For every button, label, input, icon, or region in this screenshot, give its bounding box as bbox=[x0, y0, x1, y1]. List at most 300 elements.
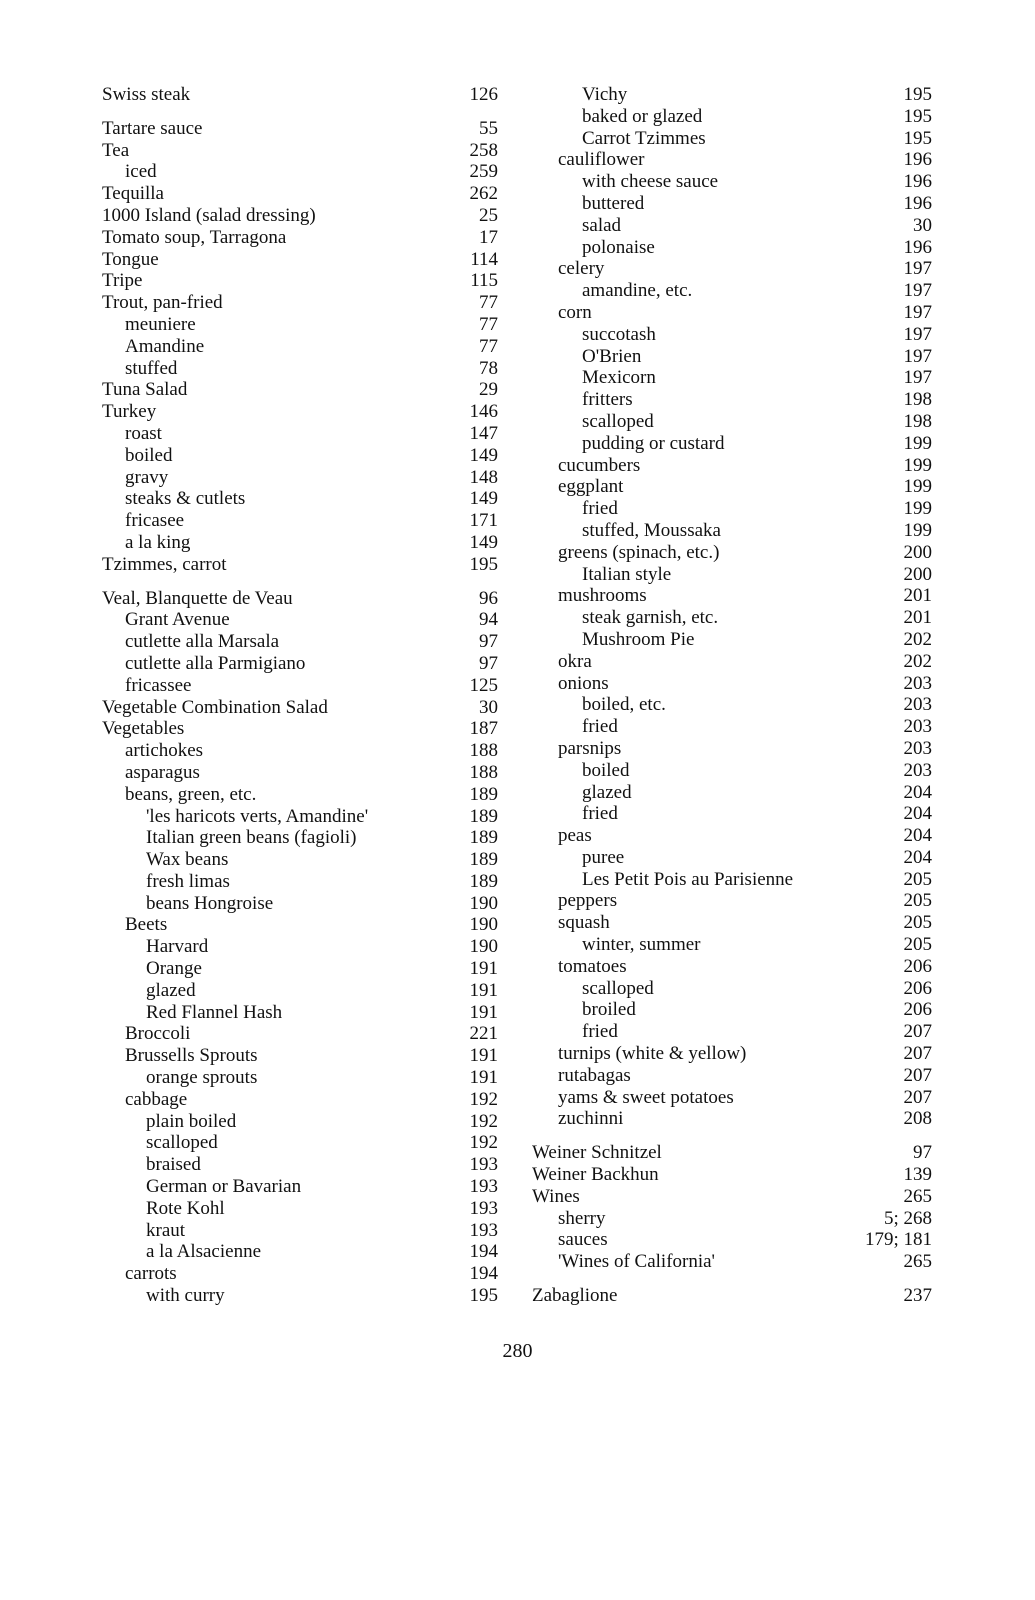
entry-page-ref: 196 bbox=[903, 149, 932, 171]
index-entry bbox=[532, 237, 932, 259]
index-entry bbox=[532, 1108, 932, 1130]
page-number: 280 bbox=[502, 1340, 533, 1362]
entry-page-ref: 97 bbox=[913, 1142, 932, 1164]
entry-page-ref: 191 bbox=[469, 979, 498, 1001]
entry-term: with cheese sauce bbox=[582, 171, 719, 193]
index-entry bbox=[102, 697, 498, 719]
entry-page-ref: 197 bbox=[903, 345, 932, 367]
entry-term: 'Wines of California' bbox=[558, 1251, 715, 1273]
index-entry bbox=[532, 912, 932, 934]
entry-term: steak garnish, etc. bbox=[582, 607, 719, 629]
index-entry bbox=[102, 205, 498, 227]
entry-page-ref: 192 bbox=[469, 1110, 498, 1132]
index-entry bbox=[532, 367, 932, 389]
entry-page-ref: 149 bbox=[469, 444, 498, 466]
entry-term: corn bbox=[558, 301, 592, 323]
entry-page-ref: 149 bbox=[469, 488, 498, 510]
entry-page-ref: 190 bbox=[469, 936, 498, 958]
entry-page-ref: 201 bbox=[903, 585, 932, 607]
entry-page-ref: 207 bbox=[903, 1021, 932, 1043]
index-entry bbox=[102, 806, 498, 828]
entry-page-ref: 199 bbox=[903, 454, 932, 476]
index-entry bbox=[532, 1043, 932, 1065]
entry-term: braised bbox=[146, 1154, 201, 1176]
entry-term: broiled bbox=[582, 999, 636, 1021]
index-entry bbox=[102, 1045, 498, 1067]
entry-page-ref: 25 bbox=[479, 204, 498, 226]
entry-term: rutabagas bbox=[558, 1064, 631, 1086]
entry-term: Trout, pan-fried bbox=[102, 292, 223, 314]
entry-term: scalloped bbox=[582, 977, 654, 999]
entry-term: fricassee bbox=[125, 674, 192, 696]
entry-term: Weiner Schnitzel bbox=[532, 1142, 662, 1164]
entry-term: iced bbox=[125, 161, 157, 183]
entry-term: glazed bbox=[146, 979, 196, 1001]
entry-page-ref: 207 bbox=[903, 1064, 932, 1086]
index-entry bbox=[102, 118, 498, 140]
entry-page-ref: 201 bbox=[903, 607, 932, 629]
entry-term: Weiner Backhun bbox=[532, 1164, 659, 1186]
index-entry bbox=[532, 694, 932, 716]
entry-term: boiled bbox=[582, 759, 630, 781]
index-entry bbox=[532, 1142, 932, 1164]
entry-term: asparagus bbox=[125, 761, 200, 783]
entry-term: Grant Avenue bbox=[125, 609, 230, 631]
entry-term: okra bbox=[558, 650, 592, 672]
entry-term: winter, summer bbox=[582, 934, 701, 956]
entry-page-ref: 196 bbox=[903, 171, 932, 193]
index-entry bbox=[102, 980, 498, 1002]
index-entry bbox=[102, 1023, 498, 1045]
entry-page-ref: 77 bbox=[479, 335, 498, 357]
entry-page-ref: 259 bbox=[469, 161, 498, 183]
index-entry bbox=[532, 956, 932, 978]
entry-term: cabbage bbox=[125, 1088, 188, 1110]
entry-page-ref: 30 bbox=[479, 696, 498, 718]
entry-term: carrots bbox=[125, 1263, 177, 1285]
entry-page-ref: 202 bbox=[903, 650, 932, 672]
index-entry bbox=[102, 1198, 498, 1220]
entry-page-ref: 193 bbox=[469, 1197, 498, 1219]
entry-term: Beets bbox=[125, 914, 168, 936]
index-entry bbox=[102, 292, 498, 314]
entry-term: stuffed, Moussaka bbox=[582, 519, 721, 541]
entry-term: Vichy bbox=[582, 84, 628, 105]
index-entry bbox=[532, 498, 932, 520]
index-entry bbox=[102, 827, 498, 849]
entry-term: sherry bbox=[558, 1207, 606, 1229]
index-entry bbox=[532, 934, 932, 956]
entry-page-ref: 198 bbox=[903, 410, 932, 432]
entry-page-ref: 197 bbox=[903, 258, 932, 280]
index-entry bbox=[102, 914, 498, 936]
entry-page-ref: 204 bbox=[903, 846, 932, 868]
index-entry bbox=[102, 784, 498, 806]
index-entry bbox=[102, 227, 498, 249]
entry-term: German or Bavarian bbox=[146, 1176, 302, 1198]
entry-term: Zabaglione bbox=[532, 1285, 618, 1307]
index-entry bbox=[532, 106, 932, 128]
index-entry bbox=[532, 673, 932, 695]
entry-page-ref: 206 bbox=[903, 977, 932, 999]
entry-term: fritters bbox=[582, 389, 633, 411]
index-entry bbox=[532, 520, 932, 542]
entry-page-ref: 205 bbox=[903, 912, 932, 934]
index-entry bbox=[532, 455, 932, 477]
index-entry bbox=[102, 1132, 498, 1154]
entry-page-ref: 205 bbox=[903, 868, 932, 890]
index-entry bbox=[532, 760, 932, 782]
entry-term: Vegetables bbox=[102, 718, 185, 740]
entry-term: Broccoli bbox=[125, 1023, 191, 1045]
entry-page-ref: 196 bbox=[903, 236, 932, 258]
entry-page-ref: 188 bbox=[469, 761, 498, 783]
index-entry bbox=[102, 84, 498, 106]
index-entry bbox=[102, 270, 498, 292]
index-entry bbox=[532, 1251, 932, 1273]
entry-term: Italian green beans (fagioli) bbox=[146, 827, 357, 849]
entry-page-ref: 258 bbox=[469, 139, 498, 161]
entry-term: Harvard bbox=[146, 936, 209, 958]
entry-page-ref: 96 bbox=[479, 587, 498, 609]
entry-page-ref: 200 bbox=[903, 541, 932, 563]
entry-page-ref: 189 bbox=[469, 849, 498, 871]
index-entry bbox=[102, 532, 498, 554]
entry-page-ref: 192 bbox=[469, 1132, 498, 1154]
entry-term: glazed bbox=[582, 781, 632, 803]
index-entry bbox=[532, 258, 932, 280]
entry-page-ref: 192 bbox=[469, 1088, 498, 1110]
index-entry bbox=[102, 675, 498, 697]
entry-term: artichokes bbox=[125, 740, 204, 762]
entry-page-ref: 148 bbox=[469, 466, 498, 488]
entry-page-ref: 195 bbox=[903, 127, 932, 149]
index-entry bbox=[532, 84, 932, 106]
entry-page-ref: 189 bbox=[469, 783, 498, 805]
entry-page-ref: 202 bbox=[903, 628, 932, 650]
entry-term: Rote Kohl bbox=[146, 1197, 225, 1219]
entry-page-ref: 171 bbox=[469, 510, 498, 532]
entry-term: a la king bbox=[125, 531, 191, 553]
index-entry bbox=[102, 1111, 498, 1133]
index-entry bbox=[102, 1002, 498, 1024]
entry-term: meuniere bbox=[125, 313, 196, 335]
entry-page-ref: 205 bbox=[903, 934, 932, 956]
index-column-right bbox=[532, 84, 932, 1307]
index-entry bbox=[102, 249, 498, 271]
index-entry bbox=[102, 467, 498, 489]
entry-term: Tripe bbox=[102, 270, 143, 292]
index-entry bbox=[532, 869, 932, 891]
index-entry bbox=[532, 847, 932, 869]
entry-page-ref: 197 bbox=[903, 323, 932, 345]
entry-term: fried bbox=[582, 498, 618, 520]
entry-spacer bbox=[102, 576, 498, 588]
entry-term: beans Hongroise bbox=[146, 892, 274, 914]
entry-term: Orange bbox=[146, 958, 202, 980]
entry-page-ref: 193 bbox=[469, 1176, 498, 1198]
entry-page-ref: 97 bbox=[479, 652, 498, 674]
index-entry bbox=[532, 564, 932, 586]
entry-page-ref: 204 bbox=[903, 825, 932, 847]
entry-page-ref: 265 bbox=[903, 1185, 932, 1207]
entry-page-ref: 193 bbox=[469, 1154, 498, 1176]
entry-term: O'Brien bbox=[582, 345, 642, 367]
index-entry bbox=[102, 609, 498, 631]
index-entry bbox=[102, 1263, 498, 1285]
entry-page-ref: 30 bbox=[913, 214, 932, 236]
index-entry bbox=[102, 718, 498, 740]
entry-term: Tequilla bbox=[102, 183, 164, 205]
entry-page-ref: 205 bbox=[903, 890, 932, 912]
entry-page-ref: 193 bbox=[469, 1219, 498, 1241]
entry-term: Turkey bbox=[102, 401, 157, 423]
entry-term: yams & sweet potatoes bbox=[558, 1086, 734, 1108]
index-entry bbox=[532, 302, 932, 324]
entry-term: Tomato soup, Tarragona bbox=[102, 226, 287, 248]
index-entry bbox=[102, 871, 498, 893]
entry-term: Wines bbox=[532, 1185, 580, 1207]
entry-page-ref: 195 bbox=[903, 105, 932, 127]
index-entry bbox=[532, 825, 932, 847]
index-entry bbox=[532, 1087, 932, 1109]
entry-term: Italian style bbox=[582, 563, 672, 585]
entry-term: mushrooms bbox=[558, 585, 647, 607]
entry-page-ref: 191 bbox=[469, 1001, 498, 1023]
index-entry bbox=[102, 1154, 498, 1176]
entry-page-ref: 77 bbox=[479, 292, 498, 314]
entry-term: tomatoes bbox=[558, 955, 627, 977]
entry-page-ref: 189 bbox=[469, 870, 498, 892]
entry-page-ref: 204 bbox=[903, 803, 932, 825]
entry-page-ref: 206 bbox=[903, 955, 932, 977]
index-entry bbox=[102, 379, 498, 401]
entry-page-ref: 197 bbox=[903, 280, 932, 302]
entry-page-ref: 126 bbox=[469, 84, 498, 105]
index-entry bbox=[532, 1229, 932, 1251]
entry-term: Tuna Salad bbox=[102, 379, 188, 401]
index-entry bbox=[102, 762, 498, 784]
entry-term: cucumbers bbox=[558, 454, 641, 476]
entry-page-ref: 94 bbox=[479, 609, 498, 631]
index-entry bbox=[102, 653, 498, 675]
entry-page-ref: 265 bbox=[903, 1251, 932, 1273]
entry-page-ref: 196 bbox=[903, 192, 932, 214]
index-entry bbox=[532, 389, 932, 411]
entry-page-ref: 200 bbox=[903, 563, 932, 585]
index-entry bbox=[532, 1208, 932, 1230]
entry-term: fricasee bbox=[125, 510, 185, 532]
index-entry bbox=[532, 193, 932, 215]
entry-term: Les Petit Pois au Parisienne bbox=[582, 868, 794, 890]
entry-term: Mushroom Pie bbox=[582, 628, 695, 650]
index-entry bbox=[532, 1164, 932, 1186]
entry-page-ref: 78 bbox=[479, 357, 498, 379]
entry-page-ref: 195 bbox=[469, 553, 498, 575]
entry-page-ref: 195 bbox=[903, 84, 932, 105]
index-entry bbox=[102, 423, 498, 445]
entry-spacer bbox=[102, 106, 498, 118]
index-entry bbox=[532, 585, 932, 607]
index-entry bbox=[102, 445, 498, 467]
index-entry bbox=[532, 1186, 932, 1208]
index-entry bbox=[102, 1089, 498, 1111]
entry-page-ref: 195 bbox=[469, 1285, 498, 1307]
entry-page-ref: 179; 181 bbox=[864, 1229, 932, 1251]
entry-term: 'les haricots verts, Amandine' bbox=[146, 805, 369, 827]
index-entry bbox=[102, 588, 498, 610]
entry-term: steaks & cutlets bbox=[125, 488, 246, 510]
index-entry bbox=[102, 893, 498, 915]
entry-term: scalloped bbox=[582, 410, 654, 432]
entry-page-ref: 203 bbox=[903, 716, 932, 738]
index-entry bbox=[532, 476, 932, 498]
entry-page-ref: 55 bbox=[479, 117, 498, 139]
entry-term: boiled, etc. bbox=[582, 694, 666, 716]
entry-page-ref: 139 bbox=[903, 1164, 932, 1186]
index-entry bbox=[532, 782, 932, 804]
entry-page-ref: 199 bbox=[903, 498, 932, 520]
entry-term: Carrot Tzimmes bbox=[582, 127, 706, 149]
index-entry bbox=[532, 433, 932, 455]
entry-spacer bbox=[532, 1130, 932, 1142]
index-entry bbox=[532, 1285, 932, 1307]
entry-term: roast bbox=[125, 422, 162, 444]
entry-term: fried bbox=[582, 716, 618, 738]
index-entry bbox=[102, 631, 498, 653]
entry-term: Wax beans bbox=[146, 849, 229, 871]
entry-term: baked or glazed bbox=[582, 105, 703, 127]
entry-term: Red Flannel Hash bbox=[146, 1001, 283, 1023]
entry-page-ref: 17 bbox=[479, 226, 498, 248]
entry-term: Mexicorn bbox=[582, 367, 656, 389]
entry-term: Amandine bbox=[125, 335, 205, 357]
entry-term: turnips (white & yellow) bbox=[558, 1043, 747, 1065]
entry-page-ref: 147 bbox=[469, 422, 498, 444]
entry-term: Tongue bbox=[102, 248, 159, 270]
entry-term: polonaise bbox=[582, 236, 655, 258]
index-column-left bbox=[102, 84, 498, 1307]
entry-page-ref: 199 bbox=[903, 432, 932, 454]
entry-page-ref: 114 bbox=[470, 248, 498, 270]
entry-term: Swiss steak bbox=[102, 84, 191, 105]
index-entry bbox=[102, 358, 498, 380]
index-entry bbox=[532, 542, 932, 564]
index-entry bbox=[532, 215, 932, 237]
entry-page-ref: 206 bbox=[903, 999, 932, 1021]
index-entry bbox=[102, 1241, 498, 1263]
entry-term: amandine, etc. bbox=[582, 280, 693, 302]
index-entry bbox=[102, 1285, 498, 1307]
entry-term: onions bbox=[558, 672, 609, 694]
index-entry bbox=[532, 803, 932, 825]
entry-term: fresh limas bbox=[146, 870, 230, 892]
index-entry bbox=[532, 128, 932, 150]
entry-term: squash bbox=[558, 912, 610, 934]
entry-term: salad bbox=[582, 214, 622, 236]
index-entry bbox=[102, 1220, 498, 1242]
entry-page-ref: 207 bbox=[903, 1043, 932, 1065]
entry-term: puree bbox=[582, 846, 625, 868]
index-entry bbox=[532, 978, 932, 1000]
entry-page-ref: 237 bbox=[903, 1285, 932, 1307]
index-entry bbox=[102, 510, 498, 532]
index-entry bbox=[102, 1067, 498, 1089]
entry-page-ref: 190 bbox=[469, 914, 498, 936]
entry-page-ref: 149 bbox=[469, 531, 498, 553]
entry-term: a la Alsacienne bbox=[146, 1241, 262, 1263]
index-entry bbox=[532, 171, 932, 193]
index-entry bbox=[532, 1065, 932, 1087]
index-entry bbox=[532, 280, 932, 302]
entry-term: greens (spinach, etc.) bbox=[558, 541, 720, 563]
entry-term: Tartare sauce bbox=[102, 117, 203, 139]
entry-page-ref: 189 bbox=[469, 805, 498, 827]
index-entry bbox=[102, 958, 498, 980]
index-entry bbox=[532, 629, 932, 651]
entry-page-ref: 221 bbox=[469, 1023, 498, 1045]
entry-page-ref: 190 bbox=[469, 892, 498, 914]
entry-term: plain boiled bbox=[146, 1110, 237, 1132]
entry-page-ref: 191 bbox=[469, 958, 498, 980]
entry-term: Veal, Blanquette de Veau bbox=[102, 587, 293, 609]
entry-page-ref: 77 bbox=[479, 313, 498, 335]
entry-term: Brussells Sprouts bbox=[125, 1045, 258, 1067]
index-entry bbox=[532, 890, 932, 912]
index-entry bbox=[532, 999, 932, 1021]
entry-page-ref: 188 bbox=[469, 740, 498, 762]
entry-page-ref: 29 bbox=[479, 379, 498, 401]
entry-page-ref: 208 bbox=[903, 1108, 932, 1130]
entry-page-ref: 146 bbox=[469, 401, 498, 423]
entry-term: pudding or custard bbox=[582, 432, 725, 454]
entry-term: fried bbox=[582, 803, 618, 825]
entry-page-ref: 207 bbox=[903, 1086, 932, 1108]
entry-term: beans, green, etc. bbox=[125, 783, 257, 805]
entry-term: stuffed bbox=[125, 357, 178, 379]
entry-term: kraut bbox=[146, 1219, 186, 1241]
index-entry bbox=[532, 738, 932, 760]
entry-spacer bbox=[532, 1273, 932, 1285]
entry-page-ref: 197 bbox=[903, 367, 932, 389]
entry-page-ref: 199 bbox=[903, 476, 932, 498]
entry-term: buttered bbox=[582, 192, 645, 214]
index-entry bbox=[532, 411, 932, 433]
entry-term: zuchinni bbox=[558, 1108, 624, 1130]
entry-term: parsnips bbox=[558, 737, 622, 759]
entry-term: Tzimmes, carrot bbox=[102, 553, 227, 575]
entry-page-ref: 5; 268 bbox=[883, 1207, 932, 1229]
entry-page-ref: 203 bbox=[903, 672, 932, 694]
index-entry bbox=[532, 651, 932, 673]
index-entry bbox=[102, 314, 498, 336]
entry-page-ref: 197 bbox=[903, 301, 932, 323]
entry-page-ref: 115 bbox=[470, 270, 498, 292]
entry-term: Vegetable Combination Salad bbox=[102, 696, 328, 718]
entry-term: cutlette alla Marsala bbox=[125, 631, 280, 653]
entry-page-ref: 125 bbox=[469, 674, 498, 696]
index-entry bbox=[532, 324, 932, 346]
entry-page-ref: 203 bbox=[903, 694, 932, 716]
index-entry bbox=[532, 1021, 932, 1043]
index-entry bbox=[102, 554, 498, 576]
index-entry bbox=[102, 161, 498, 183]
entry-term: scalloped bbox=[146, 1132, 218, 1154]
entry-page-ref: 198 bbox=[903, 389, 932, 411]
index-entry bbox=[102, 936, 498, 958]
index-entry bbox=[102, 140, 498, 162]
entry-page-ref: 189 bbox=[469, 827, 498, 849]
